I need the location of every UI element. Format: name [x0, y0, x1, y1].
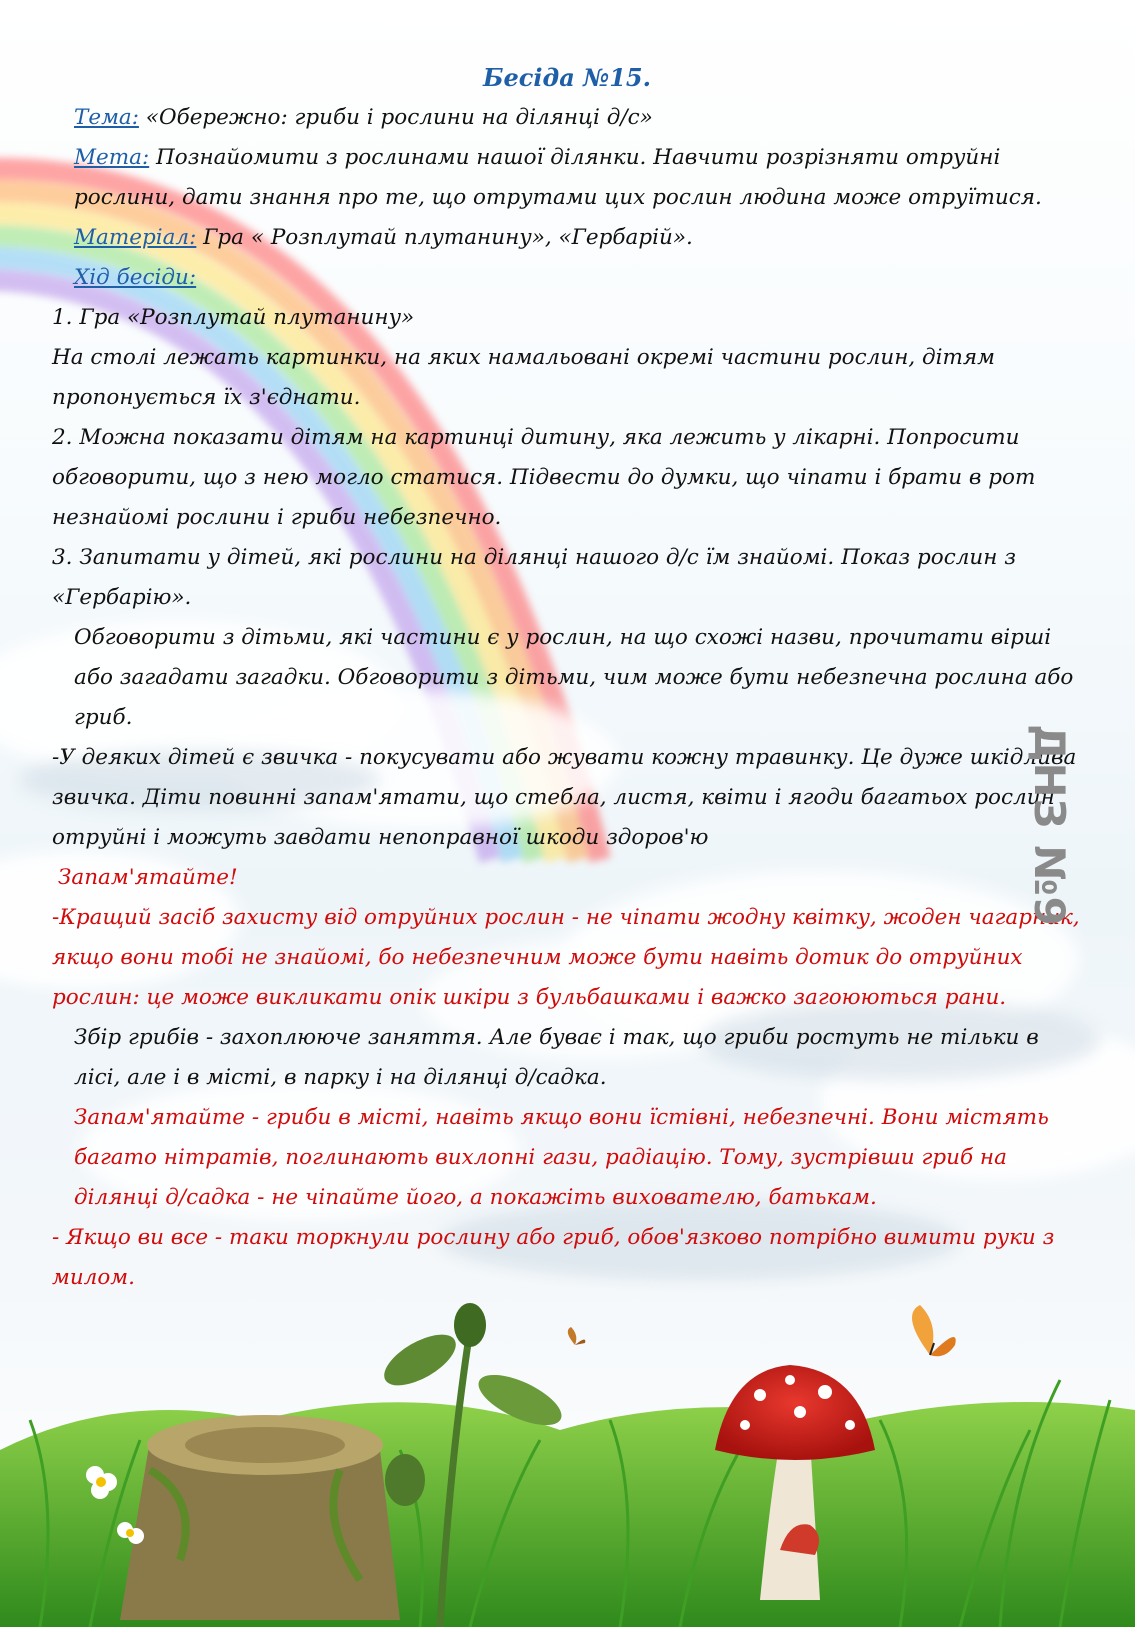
course-heading: [52, 258, 1082, 298]
step1-title: 1. Гра «Розплутай плутанину»: [52, 305, 415, 330]
remember-paragraph: -Кращий засіб захисту від отруйних рослин - не чіпати жодну квітку, жоден чагарник, якщо вони тобі не знайомі, бо небезпечним може бути навіть дотик до отруйних рослин: це може викликати опік шкіри з бульбашками і важко загоюються рани.: [52, 905, 1080, 1010]
step1-paragraph: На столі лежать картинки, на яких намальовані окремі частини рослин, дітям пропонується їх з'єднати.: [52, 345, 995, 410]
material-line: [52, 218, 1082, 258]
watermark-text: ДНЗ №9: [1024, 723, 1074, 927]
goal-label: Мета:: [74, 145, 150, 170]
step2-paragraph: 2. Можна показати дітям на картинці дитину, яка лежить у лікарні. Попросити обговорити, що з нею могло статися. Підвести до думки, що чіпати і брати в рот незнайомі рослини і гриби небезпечно.: [52, 425, 1036, 530]
topic-text: «Обережно: гриби і рослини на ділянці д/с»: [138, 105, 653, 130]
wash-warning-paragraph: - Якщо ви все - таки торкнули рослину або гриб, обов'язково потрібно вимити руки з милом.: [52, 1225, 1055, 1290]
mushrooms-paragraph: Збір грибів - захоплююче заняття. Але буває і так, що гриби ростуть не тільки в лісі, але і в місті, в парку і на ділянці д/садка.: [74, 1025, 1039, 1090]
small-butterfly: [568, 1327, 585, 1345]
topic-line: [52, 98, 1082, 138]
topic-label: Тема:: [74, 105, 139, 130]
material-text: Гра « Розплутай плутанину», «Гербарій».: [196, 225, 693, 250]
course-label: Хід бесіди:: [74, 265, 197, 290]
remember-heading: Запам'ятайте!: [58, 865, 238, 890]
butterfly: [912, 1305, 956, 1356]
city-warning-paragraph: Запам'ятайте - гриби в місті, навіть якщо вони їстівні, небезпечні. Вони містять багато нітратів, поглинають вихлопні гази, радіацію. Тому, зустрівши гриб на ділянці д/садка - не чіпайте його, а покажіть вихователю, батькам.: [74, 1105, 1049, 1210]
document-body: [52, 58, 1082, 1298]
material-label: Матеріал:: [74, 225, 197, 250]
goal-text: Познайомити з рослинами нашої ділянки. Навчити розрізняти отруйні рослини, дати знання про те, що отрутами цих рослин людина може отруїтися.: [74, 145, 1042, 210]
watermark: [1014, 725, 1084, 925]
tree-stump: [120, 1415, 400, 1620]
goal-paragraph: [52, 138, 1082, 218]
discuss-paragraph: Обговорити з дітьми, які частини є у рослин, на що схожі назви, прочитати вірші або загадати загадки. Обговорити з дітьми, чим може бути небезпечна рослина або гриб.: [74, 625, 1074, 730]
step3-paragraph: 3. Запитати у дітей, які рослини на ділянці нашого д/с їм знайомі. Показ рослин з «Гербарію».: [52, 545, 1016, 610]
habit-paragraph: -У деяких дітей є звичка - покусувати або жувати кожну травинку. Це дуже шкідлива звичка. Діти повинні запам'ятати, що стебла, листя, квіти і ягоди багатьох рослин отруйні і можуть завдати непоправної шкоди здоров'ю: [52, 745, 1077, 850]
page-title: Бесіда №15.: [483, 63, 651, 92]
